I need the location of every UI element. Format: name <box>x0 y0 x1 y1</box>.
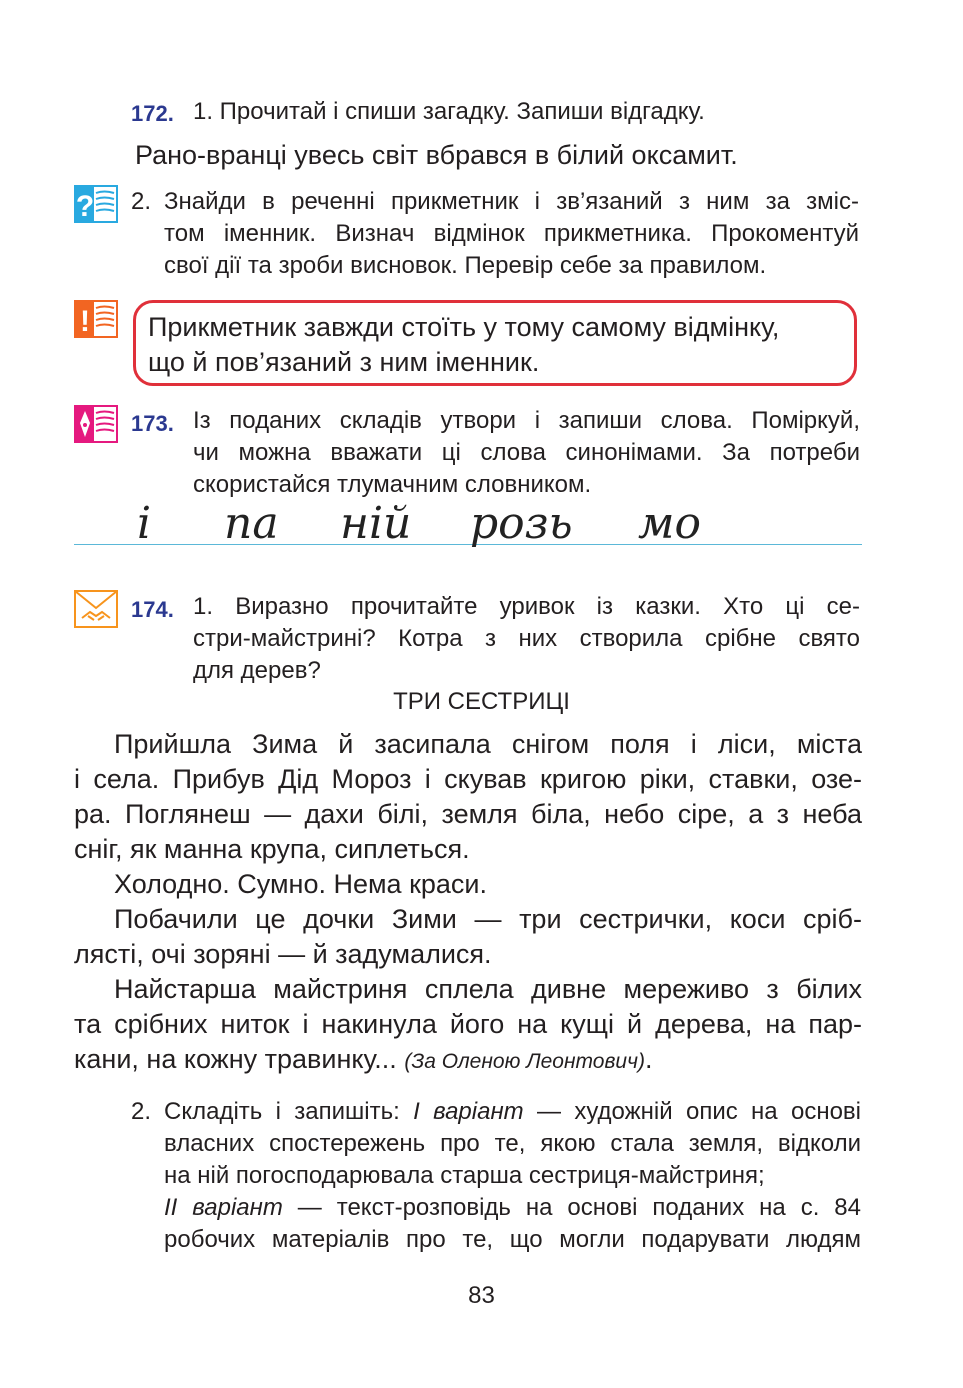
exercise-number-173: 173. <box>131 411 174 436</box>
task-line: скористайся тлумачним словником. <box>193 471 592 498</box>
writing-ruler-line <box>74 544 862 545</box>
task-paragraph <box>164 186 859 282</box>
task-line: робочих матеріалів про те, що могли подарувати людям <box>164 1226 861 1253</box>
story-line-last <box>74 1042 862 1079</box>
variant-label: ІІ варіант <box>164 1194 283 1221</box>
handshake-book-icon <box>74 590 118 628</box>
task-line: 1. Виразно прочитайте уривок із казки. Хто ці се- <box>193 593 860 620</box>
task-text: Складіть і запишіть: <box>164 1098 414 1125</box>
story-source-end: . <box>644 1044 653 1074</box>
story-line: Прийшла Зима й засипала снігом поля і ліси, міста <box>114 729 862 759</box>
story-title: ТРИ СЕСТРИЦІ <box>393 688 570 715</box>
story-line: Холодно. Сумно. Нема краси. <box>114 869 488 899</box>
task-text: — художній опис на основі <box>523 1098 861 1125</box>
task-line: том іменник. Визнач відмінок прикметника. Прокоментуй <box>164 220 859 247</box>
page-number: 83 <box>468 1282 495 1309</box>
task-paragraph <box>193 405 860 501</box>
exercise-number-172: 172. <box>131 101 174 126</box>
svg-text:?: ? <box>75 190 95 223</box>
exercise-number-174: 174. <box>131 597 174 622</box>
question-book-icon <box>74 185 118 223</box>
riddle-text: Рано-вранці увесь світ вбрався в білий оксамит. <box>135 140 738 170</box>
task-line <box>164 1192 861 1224</box>
task-paragraph <box>164 1096 861 1256</box>
story-line: та срібних ниток і накинула його на кущі й дерева, на пар- <box>74 1009 862 1039</box>
story-source: (За Оленою Леонтович) <box>404 1050 645 1073</box>
task-line: чи можна вважати ці слова синонімами. За потреби <box>193 439 860 466</box>
task-paragraph <box>193 591 860 687</box>
story-text <box>74 727 862 1079</box>
svg-text:!: ! <box>80 305 90 338</box>
task-text: — текст-розповідь на основі поданих на с. 84 <box>282 1194 861 1221</box>
syllable: і <box>137 498 152 549</box>
story-line: кани, на кожну травинку... <box>74 1044 397 1074</box>
task-number: 2. <box>131 1098 152 1125</box>
task-line: власних спостережень про те, якою стала земля, відколи <box>164 1130 861 1157</box>
story-line: ра. Поглянеш — дахи білі, земля біла, небо сіре, а з неба <box>74 799 862 829</box>
rule-line: Прикметник завжди стоїть у тому самому відмінку, <box>148 312 780 342</box>
task-line: стри-майстрині? Котра з них створила срібне свято <box>193 625 860 652</box>
rule-line: що й пов’язаний з ним іменник. <box>148 347 540 377</box>
task-line: на ній погосподарювала старша сестриця-майстриня; <box>164 1162 765 1189</box>
story-line: лясті, очі зоряні — й задумалися. <box>74 939 492 969</box>
task-line: Знайди в реченні прикметник і зв’язаний з ним за зміс- <box>164 188 859 215</box>
task-line: для дерев? <box>193 657 321 684</box>
story-line: сніг, як манна крупа, сиплеться. <box>74 834 470 864</box>
task-text: 1. Прочитай і спиши загадку. Запиши відгадку. <box>193 98 705 125</box>
variant-label: І варіант <box>413 1098 524 1125</box>
syllable: мо <box>638 498 701 549</box>
story-line: і села. Прибув Дід Мороз і скував кригою ріки, ставки, озе- <box>74 764 862 794</box>
task-number: 2. <box>131 188 152 215</box>
syllable: розь <box>470 498 573 549</box>
task-line: Із поданих складів утвори і запиши слова. Поміркуй, <box>193 407 860 434</box>
task-line <box>164 1096 861 1128</box>
task-line: свої дії та зроби висновок. Перевір себе за правилом. <box>164 252 767 279</box>
pen-book-icon <box>74 405 118 443</box>
syllable: ній <box>340 498 412 549</box>
syllable: па <box>224 498 279 549</box>
story-line: Найстарша майстриня сплела дивне мереживо з білих <box>114 974 862 1004</box>
story-line: Побачили це дочки Зими — три сестрички, коси сріб- <box>114 904 862 934</box>
exclamation-book-icon <box>74 300 118 338</box>
